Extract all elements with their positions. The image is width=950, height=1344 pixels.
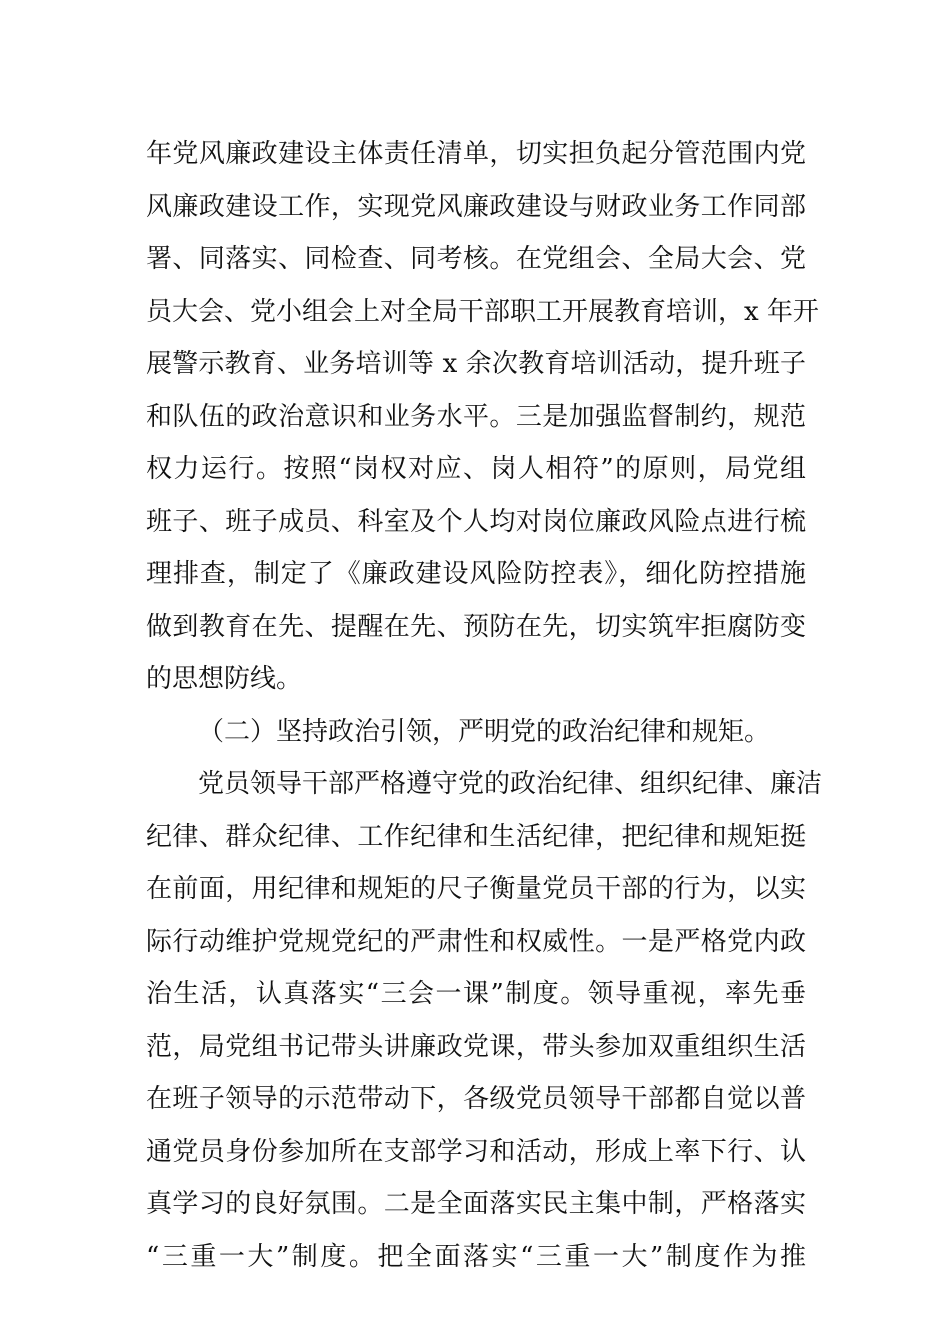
text-line: 员大会、党小组会上对全局干部职工开展教育培训，x 年开 [146, 296, 819, 327]
text-line: 党员领导干部严格遵守党的政治纪律、组织纪律、廉洁 [198, 769, 823, 799]
text-line: 治生活，认真落实“三会一课”制度。领导重视，率先垂 [146, 979, 806, 1009]
text-line: 真学习的良好氛围。二是全面落实民主集中制，严格落实 [146, 1189, 806, 1219]
text-line: 做到教育在先、提醒在先、预防在先，切实筑牢拒腐防变 [146, 611, 806, 642]
document-body [146, 128, 823, 1283]
text-line: 年党风廉政建设主体责任清单，切实担负起分管范围内党 [146, 139, 806, 169]
text-line: 纪律、群众纪律、工作纪律和生活纪律，把纪律和规矩挺 [146, 821, 806, 852]
section-heading: （二）坚持政治引领，严明党的政治纪律和规矩。 [198, 716, 771, 747]
text-line: 际行动维护党规党纪的严肃性和权威性。一是严格党内政 [146, 926, 806, 957]
text-line: 权力运行。按照“岗权对应、岗人相符”的原则，局党组 [146, 454, 806, 484]
text-line: 的思想防线。 [146, 664, 303, 694]
text-line: 在班子领导的示范带动下，各级党员领导干部都自觉以普 [146, 1084, 806, 1114]
text-line: 范，局党组书记带头讲廉政党课，带头参加双重组织生活 [146, 1031, 806, 1062]
text-line: 通党员身份参加所在支部学习和活动，形成上率下行、认 [146, 1136, 806, 1167]
text-line: 署、同落实、同检查、同考核。在党组会、全局大会、党 [146, 244, 806, 274]
text-line: 和队伍的政治意识和业务水平。三是加强监督制约，规范 [146, 401, 806, 432]
text-line: 班子、班子成员、科室及个人均对岗位廉政风险点进行梳 [146, 506, 806, 537]
paragraph-body [146, 758, 823, 1283]
text-line: 风廉政建设工作，实现党风廉政建设与财政业务工作同部 [146, 191, 806, 222]
text-line: “三重一大”制度。把全面落实“三重一大”制度作为推 [146, 1241, 806, 1272]
paragraph-continuation [146, 128, 819, 706]
text-line: 在前面，用纪律和规矩的尺子衡量党员干部的行为，以实 [146, 874, 806, 904]
text-line: 展警示教育、业务培训等 x 余次教育培训活动，提升班子 [146, 349, 806, 379]
text-line: 理排查，制定了《廉政建设风险防控表》，细化防控措施 [146, 559, 806, 589]
